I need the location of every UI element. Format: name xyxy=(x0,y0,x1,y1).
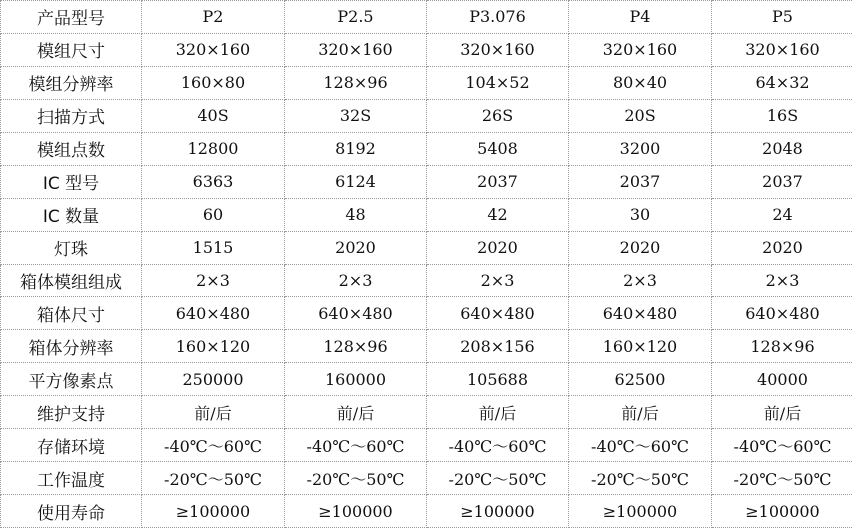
table-cell: 128×96 xyxy=(285,66,427,99)
table-cell: 160×120 xyxy=(142,330,285,363)
table-cell: -20℃～50℃ xyxy=(427,462,569,495)
table-cell: 8192 xyxy=(285,132,427,165)
table-row xyxy=(1,264,853,297)
table-cell: 2048 xyxy=(712,132,853,165)
table-cell: ≥100000 xyxy=(569,495,712,528)
row-label: 存储环境 xyxy=(1,429,142,462)
table-cell: 320×160 xyxy=(427,33,569,66)
table-cell: 250000 xyxy=(142,363,285,396)
table-cell: 2×3 xyxy=(569,264,712,297)
table-cell: 80×40 xyxy=(569,66,712,99)
row-label: 扫描方式 xyxy=(1,99,142,132)
table-cell: 48 xyxy=(285,198,427,231)
table-cell: -40℃～60℃ xyxy=(712,429,853,462)
table-cell: 104×52 xyxy=(427,66,569,99)
table-cell: -20℃～50℃ xyxy=(285,462,427,495)
table-row xyxy=(1,132,853,165)
table-cell: 1515 xyxy=(142,231,285,264)
table-cell: 2×3 xyxy=(142,264,285,297)
table-cell: 160×80 xyxy=(142,66,285,99)
table-cell: 20S xyxy=(569,99,712,132)
row-label: IC 型号 xyxy=(1,165,142,198)
table-cell: 320×160 xyxy=(142,33,285,66)
table-cell: 62500 xyxy=(569,363,712,396)
table-row xyxy=(1,66,853,99)
table-cell: 160×120 xyxy=(569,330,712,363)
row-label: 箱体模组组成 xyxy=(1,264,142,297)
header-cell-p3-076: P3.076 xyxy=(427,1,569,34)
table-cell: 320×160 xyxy=(712,33,853,66)
header-cell-p2-5: P2.5 xyxy=(285,1,427,34)
table-cell: 40S xyxy=(142,99,285,132)
table-cell: -40℃～60℃ xyxy=(142,429,285,462)
table-cell: 2×3 xyxy=(285,264,427,297)
table-cell: ≥100000 xyxy=(142,495,285,528)
header-cell-p2: P2 xyxy=(142,1,285,34)
table-cell: ≥100000 xyxy=(427,495,569,528)
header-cell-p5: P5 xyxy=(712,1,853,34)
table-cell: 6124 xyxy=(285,165,427,198)
table-row xyxy=(1,99,853,132)
row-label: 维护支持 xyxy=(1,396,142,429)
table-cell: 40000 xyxy=(712,363,853,396)
table-row xyxy=(1,33,853,66)
table-cell: -40℃～60℃ xyxy=(427,429,569,462)
table-cell: 640×480 xyxy=(142,297,285,330)
row-label: 使用寿命 xyxy=(1,495,142,528)
header-cell-label: 产品型号 xyxy=(1,1,142,34)
table-cell: ≥100000 xyxy=(285,495,427,528)
table-cell: 前/后 xyxy=(285,396,427,429)
table-cell: -40℃～60℃ xyxy=(285,429,427,462)
table-cell: 12800 xyxy=(142,132,285,165)
table-row xyxy=(1,165,853,198)
table-cell: 前/后 xyxy=(712,396,853,429)
table-cell: 24 xyxy=(712,198,853,231)
header-cell-p4: P4 xyxy=(569,1,712,34)
table-cell: 60 xyxy=(142,198,285,231)
table-cell: 640×480 xyxy=(569,297,712,330)
table-cell: 前/后 xyxy=(427,396,569,429)
table-cell: 2020 xyxy=(712,231,853,264)
table-cell: 2020 xyxy=(285,231,427,264)
table-cell: 前/后 xyxy=(569,396,712,429)
table-cell: 30 xyxy=(569,198,712,231)
table-cell: 2020 xyxy=(427,231,569,264)
row-label: 模组尺寸 xyxy=(1,33,142,66)
table-cell: 2037 xyxy=(712,165,853,198)
table-row xyxy=(1,363,853,396)
table-cell: 前/后 xyxy=(142,396,285,429)
table-row xyxy=(1,330,853,363)
table-cell: 640×480 xyxy=(427,297,569,330)
table-cell: 208×156 xyxy=(427,330,569,363)
table-cell: 160000 xyxy=(285,363,427,396)
table-cell: 3200 xyxy=(569,132,712,165)
table-cell: 640×480 xyxy=(285,297,427,330)
table-cell: 128×96 xyxy=(712,330,853,363)
table-row xyxy=(1,231,853,264)
table-cell: 105688 xyxy=(427,363,569,396)
table-cell: 2037 xyxy=(427,165,569,198)
row-label: IC 数量 xyxy=(1,198,142,231)
table-cell: ≥100000 xyxy=(712,495,853,528)
row-label: 模组分辨率 xyxy=(1,66,142,99)
table-cell: -20℃～50℃ xyxy=(712,462,853,495)
table-cell: 2×3 xyxy=(427,264,569,297)
header-row xyxy=(1,1,853,34)
table-row xyxy=(1,396,853,429)
table-cell: 320×160 xyxy=(569,33,712,66)
table-cell: -20℃～50℃ xyxy=(569,462,712,495)
table-row xyxy=(1,495,853,528)
row-label: 平方像素点 xyxy=(1,363,142,396)
table-row xyxy=(1,198,853,231)
table-cell: -20℃～50℃ xyxy=(142,462,285,495)
table-cell: 32S xyxy=(285,99,427,132)
row-label: 箱体分辨率 xyxy=(1,330,142,363)
table-row xyxy=(1,429,853,462)
row-label: 工作温度 xyxy=(1,462,142,495)
row-label: 箱体尺寸 xyxy=(1,297,142,330)
table-cell: 2×3 xyxy=(712,264,853,297)
table-row xyxy=(1,462,853,495)
row-label: 模组点数 xyxy=(1,132,142,165)
table-cell: 6363 xyxy=(142,165,285,198)
table-row xyxy=(1,297,853,330)
table-cell: 5408 xyxy=(427,132,569,165)
table-cell: 320×160 xyxy=(285,33,427,66)
table-cell: -40℃～60℃ xyxy=(569,429,712,462)
table-cell: 128×96 xyxy=(285,330,427,363)
table-cell: 42 xyxy=(427,198,569,231)
table-cell: 2020 xyxy=(569,231,712,264)
table-cell: 26S xyxy=(427,99,569,132)
table-cell: 64×32 xyxy=(712,66,853,99)
table-cell: 16S xyxy=(712,99,853,132)
row-label: 灯珠 xyxy=(1,231,142,264)
table-cell: 2037 xyxy=(569,165,712,198)
table-cell: 640×480 xyxy=(712,297,853,330)
